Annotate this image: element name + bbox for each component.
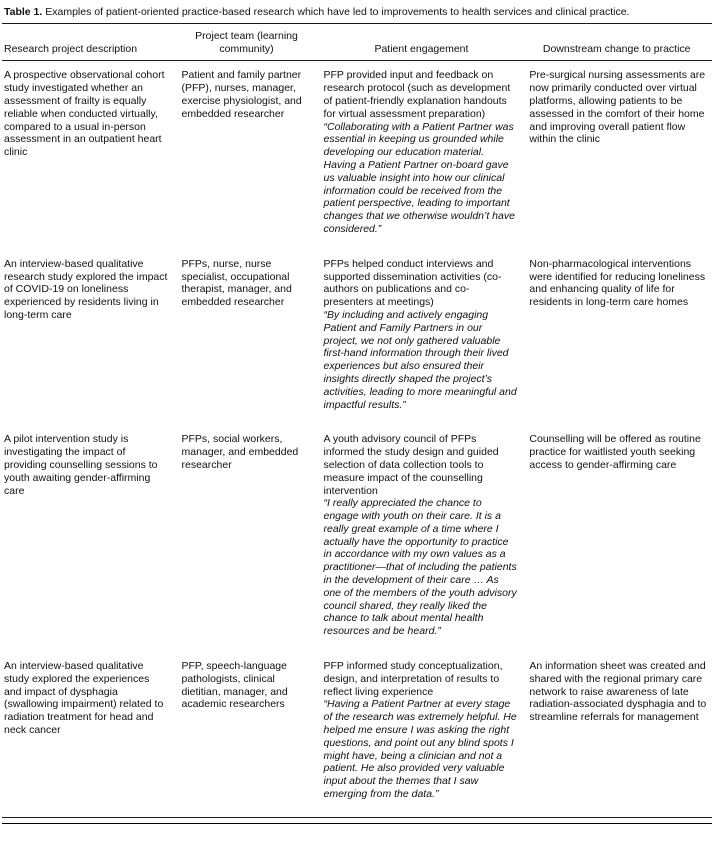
cell-downstream: Non-pharmacological interventions were identified for reducing loneliness and enhancing quality of life for residents in long-term care homes [529,257,706,309]
cell-team: PFP, speech-language pathologists, clinical dietitian, manager, and academic researchers [181,660,288,711]
table-caption-text: Examples of patient-oriented practice-based research which have led to improvements to health services and clinical practice. [45,6,630,18]
cell-engagement [322,61,528,250]
engagement-quote: “Collaborating with a Patient Partner was essential in keeping us grounded while developing our education material. Having a Patient Partner on-board gave us valuable insight into how our clinical information could be received from the patient perspective, leading to important changes that we otherwise wouldn’t have considered.” [323,120,515,235]
cell-engagement [322,425,528,652]
cell-description: An interview-based qualitative study explored the experiences and impact of dysphagia (swallowing impairment) related to radiation treatment for head and neck cancer [4,660,164,737]
table-row [2,61,712,250]
engagement-quote: “I really appreciated the chance to engage with youth on their care. It is a really great example of a time where I actually have the opportunity to practice in accordance with my own values as a practitioner—that of including the patients in the development of their care … As one of the members of the youth advisory council shared, they really liked the chance to talk about mental health resources and be heard.” [323,497,517,638]
column-header-project-team: Project team (learning community) [180,23,322,61]
engagement-quote: “Having a Patient Partner at every stage of the research was extremely helpful. He helped me ensure I was asking the right questions, and point out any blind spots I might have, being a clinician and not a patient. He also provided very valuable input about the themes that I saw emerging from the data.” [323,698,517,801]
table-header [2,23,712,61]
engagement-text: PFP informed study conceptualization, design, and interpretation of results to reflect living experience [323,660,503,698]
cell-team: PFPs, social workers, manager, and embedded researcher [181,433,299,471]
bottom-rule-thick [2,823,712,824]
table-bottom-rule [2,817,712,824]
engagement-text: PFPs helped conduct interviews and supported dissemination activities (co-authors on publications and co-presenters at meetings) [323,257,502,309]
cell-description: A pilot intervention study is investigating the impact of providing counselling sessions to youth awaiting gender-affirming care [4,433,158,497]
column-header-downstream-change: Downstream change to practice [527,23,712,61]
cell-engagement [322,652,528,815]
cell-team: PFPs, nurse, nurse specialist, occupational therapist, manager, and embedded researcher [181,257,292,309]
table-row [2,250,712,426]
table-caption-label: Table 1. [4,6,43,18]
column-header-patient-engagement: Patient engagement [322,23,528,61]
engagement-quote: “By including and actively engaging Patient and Family Partners in our project, we not only gathered valuable first-hand information through their lived experiences but also ensured their insights directly shaped the project’s activities, leading to more meaningful and impactful results.” [323,308,517,411]
cell-description: An interview-based qualitative research study explored the impact of COVID-19 on loneliness experienced by residents living in long-term care [4,257,168,321]
column-header-research-project-description: Research project description [2,23,180,61]
cell-team: Patient and family partner (PFP), nurses, manager, exercise physiologist, and embedded researcher [181,69,302,120]
table-row [2,425,712,652]
cell-downstream: Pre-surgical nursing assessments are now primarily conducted over virtual platforms, allowing patients to be assessed in the comfort of their home and improving overall patient flow within the clinic [529,69,706,146]
table-caption [2,4,712,23]
cell-engagement [322,250,528,426]
engagement-text: PFP provided input and feedback on research protocol (such as development of patient-friendly explanation handouts for virtual assessment preparation) [323,69,511,120]
table-row [2,652,712,815]
cell-description: A prospective observational cohort study investigated whether an assessment of frailty is equally reliable when conducted virtually, compared to a usual in-person assessment in an outpatient heart clinic [4,69,165,159]
cell-downstream: An information sheet was created and shared with the regional primary care network to raise awareness of late radiation-associated dysphagia and to streamline referrals for management [529,660,707,724]
research-examples-table [2,23,712,815]
engagement-text: A youth advisory council of PFPs informed the study design and guided selection of data collection tools to measure impact of the counselling intervention [323,433,499,497]
cell-downstream: Counselling will be offered as routine practice for waitlisted youth seeking access to gender-affirming care [529,433,701,471]
